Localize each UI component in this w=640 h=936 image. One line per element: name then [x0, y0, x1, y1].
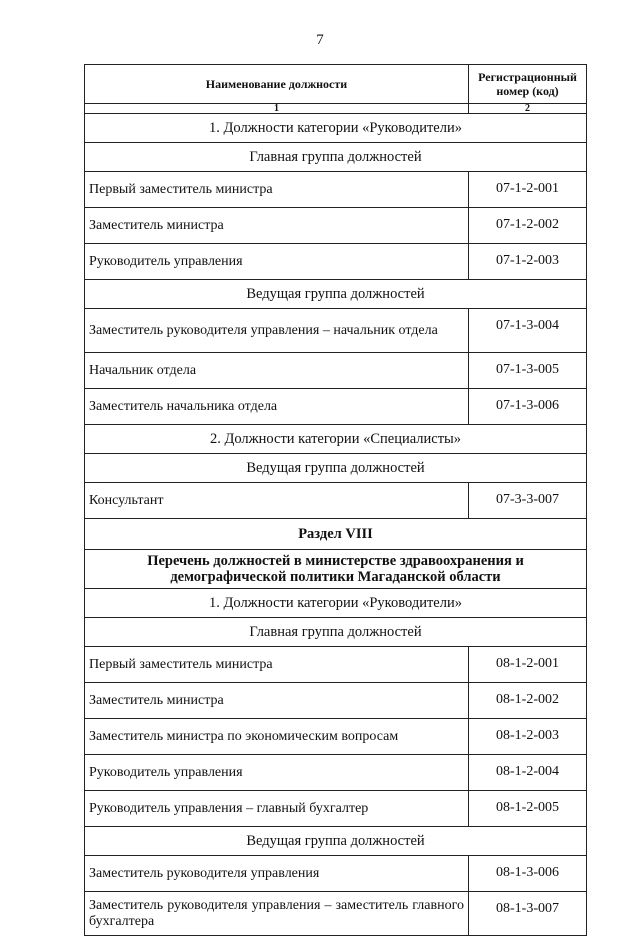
table-row: [85, 719, 587, 755]
table-row: [85, 483, 587, 519]
header-registration-code: Регистрационный номер (код): [469, 65, 587, 104]
category-heading-row: [85, 425, 587, 454]
table-row: [85, 755, 587, 791]
section-heading-row: [85, 519, 587, 550]
group-heading: Ведущая группа должностей: [85, 827, 587, 856]
registration-code: 07-1-3-005: [469, 353, 587, 389]
registration-code: 07-1-2-001: [469, 172, 587, 208]
table-row: [85, 309, 587, 353]
registration-code: 07-1-2-002: [469, 208, 587, 244]
position-name: Заместитель руководителя управления – начальник отдела: [85, 309, 469, 353]
registration-code: 07-3-3-007: [469, 483, 587, 519]
position-name: Руководитель управления: [85, 755, 469, 791]
table-row: [85, 683, 587, 719]
position-name: Заместитель руководителя управления: [85, 856, 469, 892]
group-heading-row: [85, 143, 587, 172]
position-name: Первый заместитель министра: [85, 647, 469, 683]
group-heading: Главная группа должностей: [85, 143, 587, 172]
group-heading: Ведущая группа должностей: [85, 454, 587, 483]
page-number: 7: [316, 32, 324, 48]
positions-table: [84, 64, 587, 936]
registration-code: 08-1-3-007: [469, 892, 587, 936]
table-row: [85, 892, 587, 936]
table-row: [85, 244, 587, 280]
registration-code: 07-1-3-006: [469, 389, 587, 425]
table-row: [85, 791, 587, 827]
registration-code: 07-1-3-004: [469, 309, 587, 353]
header-position-name: Наименование должности: [85, 65, 469, 104]
group-heading-row: [85, 618, 587, 647]
table-row: [85, 389, 587, 425]
registration-code: 08-1-3-006: [469, 856, 587, 892]
registration-code: 08-1-2-005: [469, 791, 587, 827]
table-header-row: [85, 65, 587, 104]
position-name: Первый заместитель министра: [85, 172, 469, 208]
category-heading: 1. Должности категории «Руководители»: [85, 589, 587, 618]
column-number-2: 2: [469, 104, 587, 114]
category-heading: 2. Должности категории «Специалисты»: [85, 425, 587, 454]
table-row: [85, 172, 587, 208]
section-title-row: [85, 550, 587, 589]
registration-code: 08-1-2-002: [469, 683, 587, 719]
registration-code: 08-1-2-004: [469, 755, 587, 791]
position-name: Заместитель руководителя управления – заместитель главного бухгалтера: [85, 892, 469, 936]
position-name: Заместитель министра по экономическим вопросам: [85, 719, 469, 755]
registration-code: 08-1-2-001: [469, 647, 587, 683]
table-row: [85, 208, 587, 244]
position-name: Руководитель управления – главный бухгалтер: [85, 791, 469, 827]
position-name: Заместитель министра: [85, 683, 469, 719]
group-heading-row: [85, 280, 587, 309]
category-heading-row: [85, 589, 587, 618]
registration-code: 08-1-2-003: [469, 719, 587, 755]
table-row: [85, 856, 587, 892]
position-name: Консультант: [85, 483, 469, 519]
position-name: Начальник отдела: [85, 353, 469, 389]
column-number-1: 1: [85, 104, 469, 114]
table-row: [85, 353, 587, 389]
group-heading-row: [85, 454, 587, 483]
registration-code: 07-1-2-003: [469, 244, 587, 280]
category-heading-row: [85, 114, 587, 143]
group-heading: Ведущая группа должностей: [85, 280, 587, 309]
section-title: Перечень должностей в министерстве здравоохранения и демографической политики Магаданской области: [85, 550, 587, 589]
section-heading: Раздел VIII: [85, 519, 587, 550]
group-heading-row: [85, 827, 587, 856]
category-heading: 1. Должности категории «Руководители»: [85, 114, 587, 143]
position-name: Руководитель управления: [85, 244, 469, 280]
table-row: [85, 647, 587, 683]
position-name: Заместитель начальника отдела: [85, 389, 469, 425]
position-name: Заместитель министра: [85, 208, 469, 244]
group-heading: Главная группа должностей: [85, 618, 587, 647]
column-number-row: [85, 104, 587, 114]
